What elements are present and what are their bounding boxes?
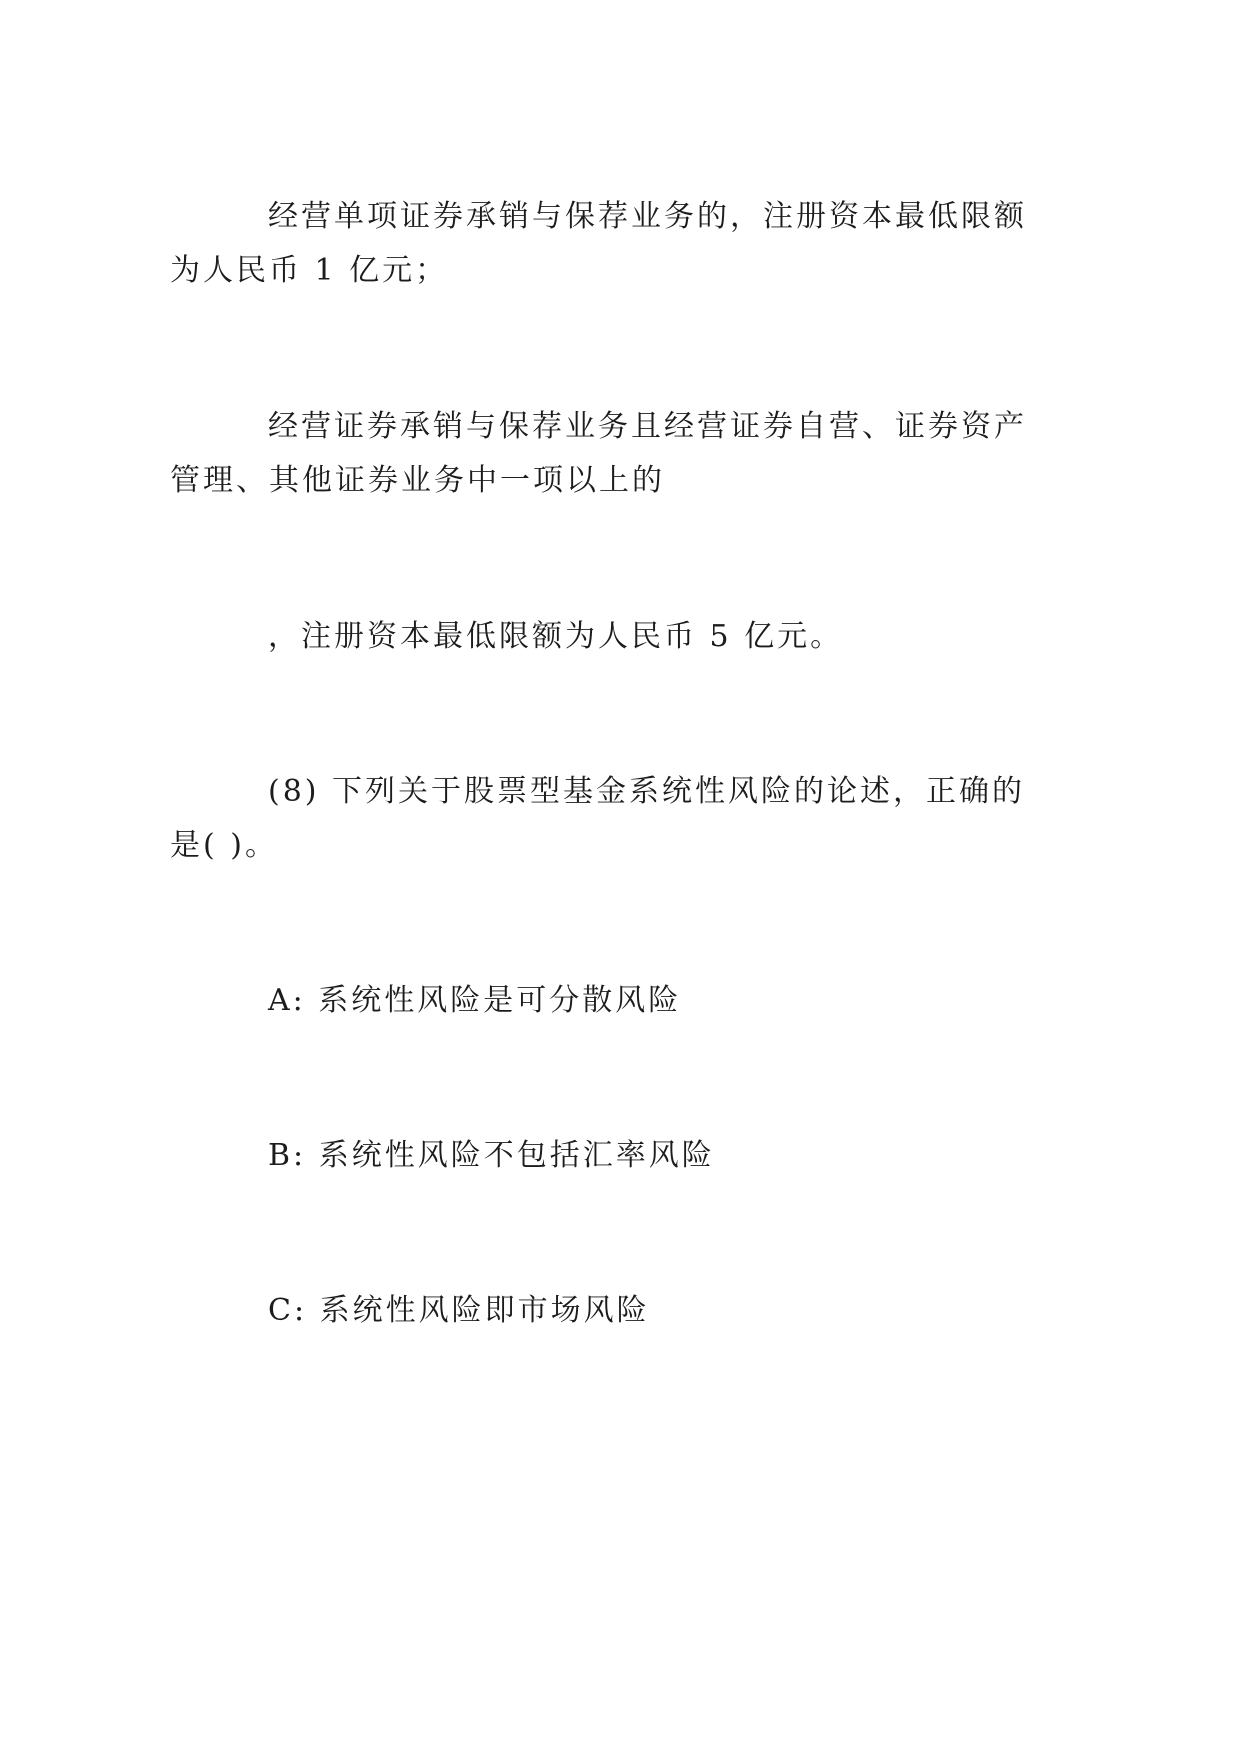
paragraph-1-line-2: 为人民币 1 亿元； [170, 253, 449, 288]
paragraph-3-line-1: ，注册资本最低限额为人民币 5 亿元。 [268, 619, 844, 654]
option-a: A: 系统性风险是可分散风险 [268, 983, 682, 1018]
paragraph-2-line-2: 管理、其他证券业务中一项以上的 [170, 463, 665, 498]
paragraph-1-line-1: 经营单项证券承销与保荐业务的，注册资本最低限额 [268, 199, 1027, 234]
option-b: B: 系统性风险不包括汇率风险 [268, 1138, 715, 1173]
question-8-line-2: 是( )。 [170, 828, 278, 863]
question-8-line-1: (8) 下列关于股票型基金系统性风险的论述，正确的 [268, 774, 1026, 809]
paragraph-2-line-1: 经营证券承销与保荐业务且经营证券自营、证券资产 [268, 409, 1027, 444]
option-c: C: 系统性风险即市场风险 [268, 1293, 650, 1328]
